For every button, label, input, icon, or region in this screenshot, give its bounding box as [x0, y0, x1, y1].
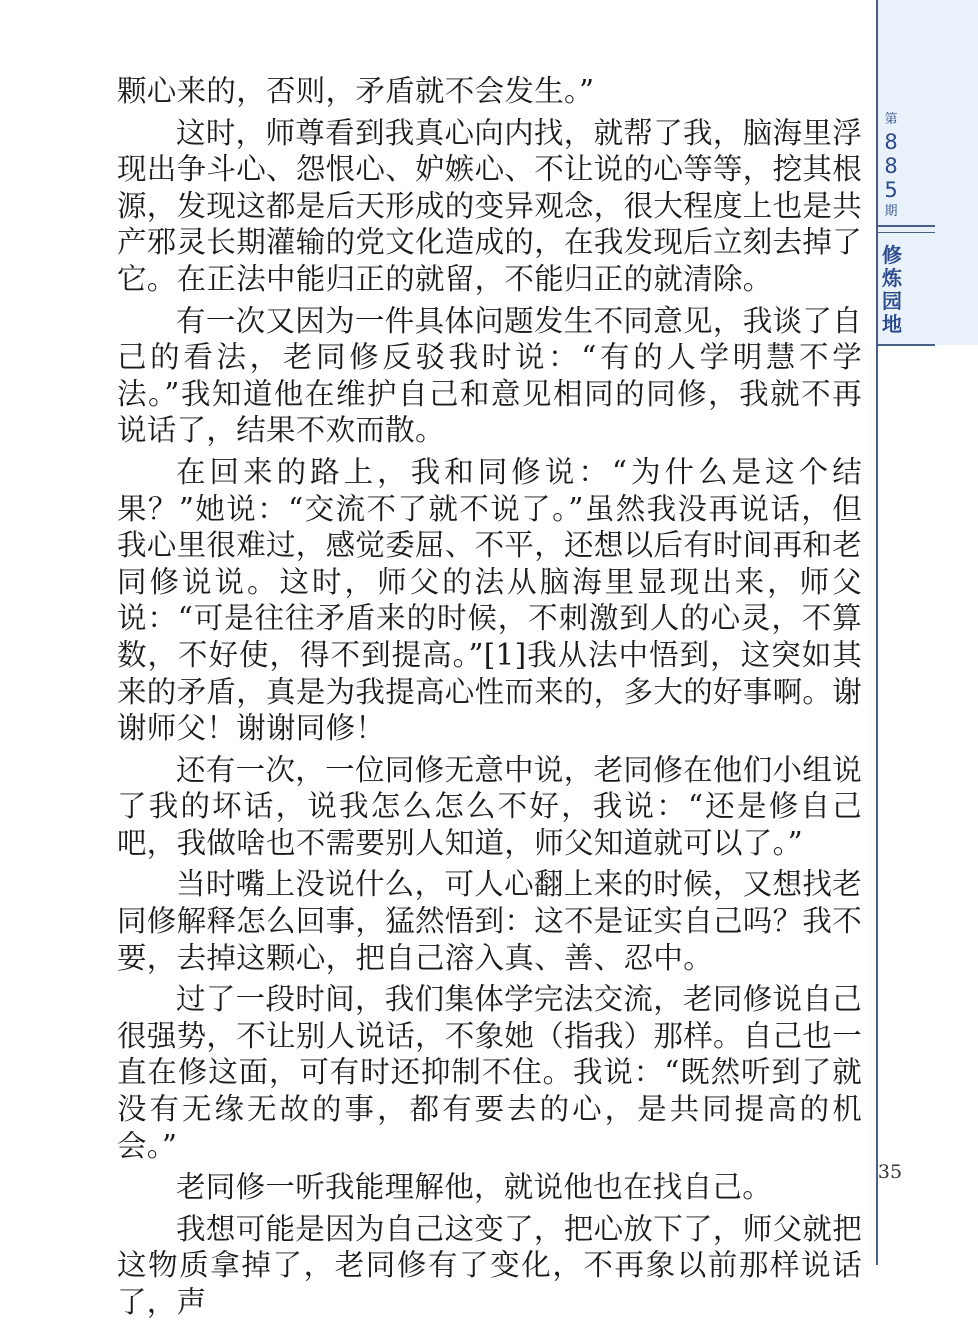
- paragraph: 这时，师尊看到我真心向内找，就帮了我，脑海里浮现出争斗心、怨恨心、妒嫉心、不让说的心等等，挖其根源，发现这都是后天形成的变异观念，很大程度上也是共产邪灵长期灌输的党文化造成的，在我发现后立刻去掉了它。在正法中能归正的就留，不能归正的就清除。: [117, 115, 863, 296]
- issue-digit: 8: [884, 154, 898, 178]
- page-number: 35: [877, 1161, 903, 1183]
- paragraph: 颗心来的，否则，矛盾就不会发生。”: [117, 74, 595, 108]
- paragraph: 有一次又因为一件具体问题发生不同意见，我谈了自己的看法，老同修反驳我时说：“有的人学明慧不学法。”我知道他在维护自己和意见相同的同修，我就不再说话了，结果不欢而散。: [117, 303, 862, 448]
- paragraph: 老同修一听我能理解他，就说他也在找自己。: [176, 1170, 773, 1205]
- issue-digit: 8: [884, 130, 898, 154]
- issue-prefix: 第: [884, 112, 898, 127]
- margin-rule: [876, 0, 878, 1265]
- paragraph: 我想可能是因为自己这变了，把心放下了，师父就把这物质拿掉了，老同修有了变化，不再象以前那样说话了，声: [117, 1211, 862, 1319]
- column-title: 修炼园地: [882, 243, 902, 336]
- paragraph: 在回来的路上，我和同修说：“为什么是这个结果？”她说：“交流不了就不说了。”虽然我没再说话，但我心里很难过，感觉委屈、不平，还想以后有时间再和老同修说说。这时，师父的法从脑海里显现出来，师父说：“可是往往矛盾来的时候，不刺激到人的心灵，不算数，不好使，得不到提高。”[1]我从法中悟到，这突如其来的矛盾，真是为我提高心性而来的，多大的好事啊。谢谢师父！谢谢同修！: [117, 454, 863, 746]
- paragraph: 当时嘴上没说什么，可人心翻上来的时候，又想找老同修解释怎么回事，猛然悟到：这不是证实自己吗？我不要，去掉这颗心，把自己溶入真、善、忍中。: [117, 867, 863, 975]
- tab-divider: [877, 232, 935, 233]
- paragraph: 还有一次，一位同修无意中说，老同修在他们小组说了我的坏话，说我怎么怎么不好，我说：“还是修自己吧，我做啥也不需要别人知道，师父知道就可以了。”: [117, 752, 862, 860]
- paragraph: 过了一段时间，我们集体学完法交流，老同修说自己很强势，不让别人说话，不象她（指我）那样。自己也一直在修这面，可有时还抑制不住。我说：“既然听到了就没有无缘无故的事，都有要去的心，是共同提高的机会。”: [117, 982, 863, 1163]
- issue-label: [880, 110, 902, 222]
- issue-suffix: 期: [884, 204, 898, 219]
- tab-divider: [877, 225, 935, 227]
- article-body: [117, 73, 862, 1326]
- tab-divider: [877, 344, 935, 346]
- issue-digit: 5: [884, 178, 898, 202]
